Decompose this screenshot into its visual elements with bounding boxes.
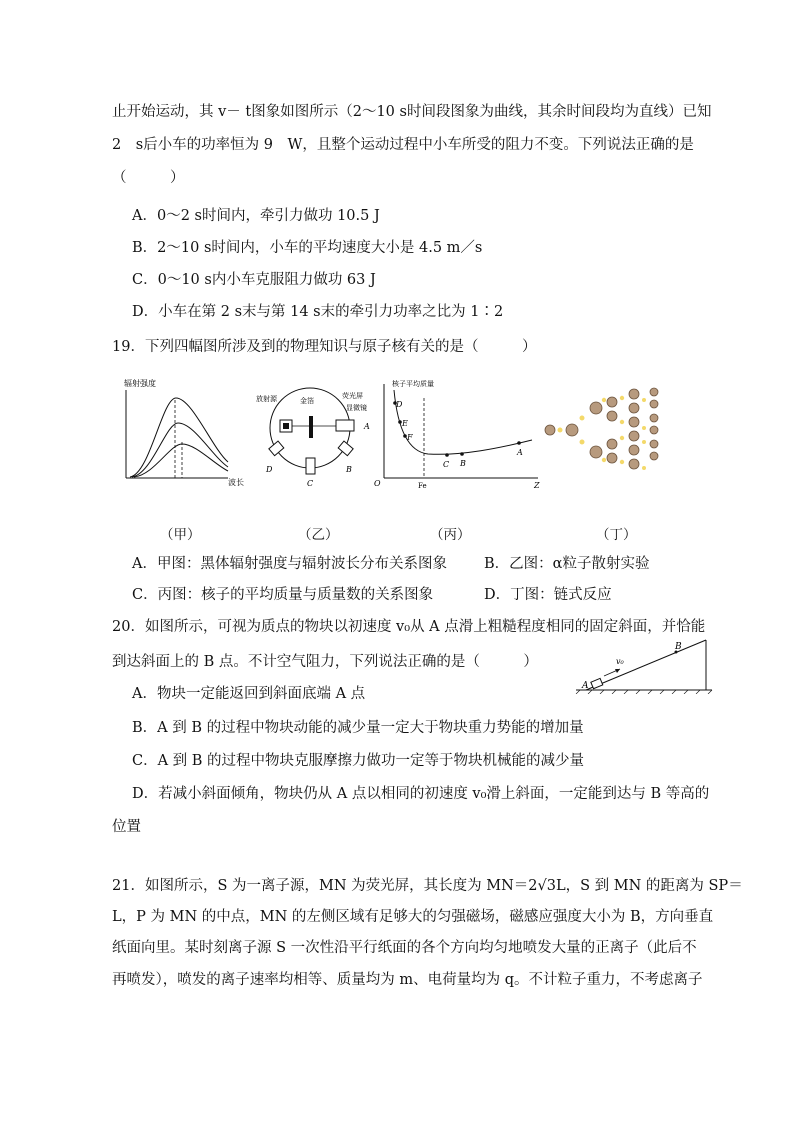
q18-stem-line2: 2 s后小车的功率恒为 9 W，且整个运动过程中小车所受的阻力不变。下列说法正确的是 bbox=[112, 137, 694, 153]
bing-y-label: 核子平均质量 bbox=[392, 380, 434, 388]
bing-label-f: F bbox=[407, 433, 413, 442]
jia-y-label: 辐射强度 bbox=[124, 379, 156, 388]
figure-jia-blackbody bbox=[116, 378, 246, 490]
bing-fe-label: Fe bbox=[418, 482, 427, 490]
jia-x-label: 波长 bbox=[228, 478, 244, 487]
incline-label-a: A bbox=[582, 681, 589, 691]
q21-stem-line1: 21．如图所示，S 为一离子源，MN 为荧光屏，其长度为 MN＝2√3L，S 到 MN 的距离为 SP＝ bbox=[112, 878, 743, 894]
q20-option-d-line2: 位置 bbox=[112, 819, 141, 835]
q20-stem-line1: 20．如图所示，可视为质点的物块以初速度 v₀从 A 点滑上粗糙程度相同的固定斜面，并恰能 bbox=[112, 619, 706, 635]
q20-option-a: A．物块一定能返回到斜面底端 A 点 bbox=[132, 686, 366, 702]
yi-label-d: D bbox=[266, 465, 273, 474]
incline-label-b: B bbox=[675, 642, 682, 652]
figure-yi-scattering bbox=[254, 380, 378, 492]
caption-yi: （乙） bbox=[298, 527, 339, 543]
caption-ding: （丁） bbox=[596, 527, 637, 543]
caption-bing: （丙） bbox=[430, 527, 471, 543]
figure-bing-nucleon-mass bbox=[372, 378, 544, 490]
caption-jia: （甲） bbox=[160, 527, 201, 543]
bing-label-b: B bbox=[460, 459, 466, 468]
yi-microscope-label: 显微镜 bbox=[346, 404, 367, 412]
q18-stem-line1: 止开始运动，其 v－ t图象如图所示（2～10 s时间段图象为曲线，其余时间段均为直线）已知 bbox=[112, 104, 712, 120]
bing-label-a: A bbox=[517, 448, 523, 457]
q21-stem-line3: 纸面向里。某时刻离子源 S 一次性沿平行纸面的各个方向均匀地喷发大量的正离子（此后不 bbox=[112, 940, 697, 956]
bing-x-end-label: Z bbox=[534, 481, 540, 490]
bing-label-d: D bbox=[396, 400, 403, 409]
q18-option-a: A．0～2 s时间内，牵引力做功 10.5 J bbox=[132, 208, 380, 224]
yi-screen-label: 荧光屏 bbox=[342, 392, 363, 400]
yi-source-label: 放射源 bbox=[256, 395, 277, 403]
bing-origin-label: O bbox=[374, 479, 381, 488]
q19-option-c: C．丙图：核子的平均质量与质量数的关系图象 bbox=[132, 587, 434, 603]
q20-option-c: C．A 到 B 的过程中物块克服摩擦力做功一定等于物块机械能的减少量 bbox=[132, 753, 585, 769]
q19-option-b: B．乙图：α粒子散射实验 bbox=[484, 556, 650, 572]
q20-stem-line2: 到达斜面上的 B 点。不计空气阻力，下列说法正确的是（ ） bbox=[112, 654, 538, 670]
q21-stem-line4: 再喷发），喷发的离子速率均相等、质量均为 m、电荷量均为 q。不计粒子重力，不考虑离子 bbox=[112, 972, 703, 988]
q18-option-c: C．0～10 s内小车克服阻力做功 63 J bbox=[132, 272, 376, 288]
figure-ding-chain-reaction bbox=[536, 382, 666, 474]
bing-label-c: C bbox=[443, 460, 450, 469]
incline-label-v0: v₀ bbox=[616, 657, 624, 666]
q19-option-a: A．甲图：黑体辐射强度与辐射波长分布关系图象 bbox=[132, 556, 447, 572]
q21-stem-line2: L，P 为 MN 的中点，MN 的左侧区域有足够大的匀强磁场，磁感应强度大小为 B，方向垂直 bbox=[112, 909, 714, 925]
q20-option-d-line1: D．若减小斜面倾角，物块仍从 A 点以相同的初速度 v₀滑上斜面，一定能到达与 B 等高的 bbox=[132, 786, 710, 802]
yi-label-a: A bbox=[364, 422, 370, 431]
q18-option-d: D．小车在第 2 s末与第 14 s末的牵引力功率之比为 1∶2 bbox=[132, 304, 504, 320]
q20-option-b: B．A 到 B 的过程中物块动能的减少量一定大于物块重力势能的增加量 bbox=[132, 720, 584, 736]
yi-label-b: B bbox=[346, 465, 352, 474]
q18-answer-blank: （ ） bbox=[112, 170, 185, 186]
bing-label-e: E bbox=[402, 419, 408, 428]
q19-stem: 19．下列四幅图所涉及到的物理知识与原子核有关的是（ ） bbox=[112, 339, 537, 355]
figure-incline bbox=[574, 636, 714, 694]
yi-foil-label: 金箔 bbox=[300, 397, 314, 405]
yi-label-c: C bbox=[307, 479, 314, 488]
q19-option-d: D．丁图：链式反应 bbox=[484, 587, 612, 603]
q18-option-b: B．2～10 s时间内，小车的平均速度大小是 4.5 m／s bbox=[132, 240, 483, 256]
